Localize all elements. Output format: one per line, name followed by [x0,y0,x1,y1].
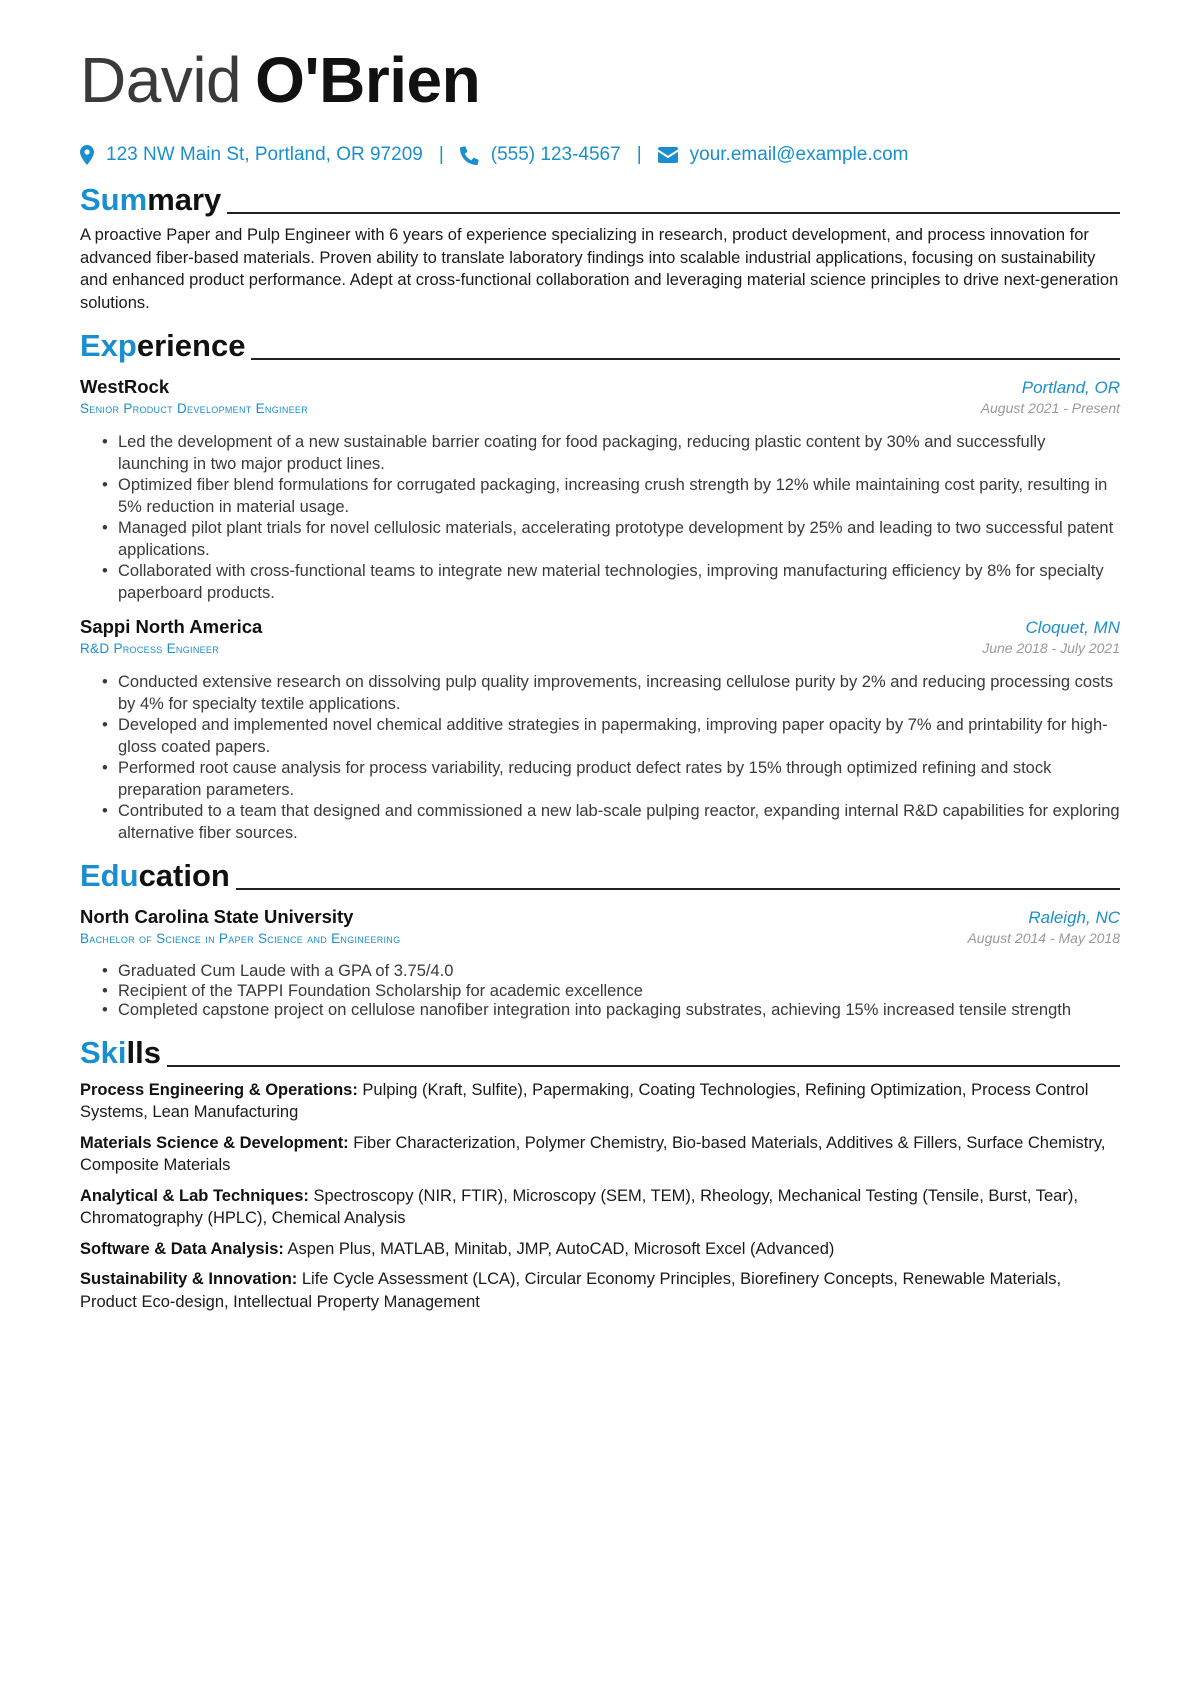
section-rule [251,358,1120,360]
skills-heading [80,1031,1120,1071]
job-dates: August 2021 - Present [980,400,1120,416]
last-name: O'Brien [255,44,481,116]
map-marker-icon [80,145,94,165]
resume-name [80,40,1120,120]
summary-section [80,178,1120,314]
skill-group [80,1132,1120,1177]
first-name: David [80,44,242,116]
list-item: • Completed capstone project on cellulose nanofiber integration into packaging substrates, achieving 15% increased tensile strength [118,1001,1120,1021]
job-title: R&D Process Engineer [80,641,220,656]
section-title: Experience [80,328,246,363]
section-rule [227,212,1120,214]
summary-heading [80,178,1120,218]
job-title: Senior Product Development Engineer [80,401,309,416]
company-name: WestRock [80,376,170,397]
contact-phone [460,144,621,166]
experience-heading [80,324,1120,364]
skill-category: Analytical & Lab Techniques: [80,1186,309,1205]
list-item: • Developed and implemented novel chemical additive strategies in papermaking, improving paper opacity by 7% and printability for high-gloss coated papers. [118,715,1120,758]
list-item: • Recipient of the TAPPI Foundation Scholarship for academic excellence [118,982,1120,1002]
education-entry [80,906,1120,1021]
skill-list: Fiber Characterization, Polymer Chemistry, Bio-based Materials, Additives & Fillers, Surface Chemistry, Composite Materials [80,1133,1106,1174]
section-rule [236,888,1120,890]
achievement-list [80,672,1120,844]
list-item: • Conducted extensive research on dissolving pulp quality improvements, increasing cellulose purity by 2% and reducing processing costs by 4% for specialty textile applications. [118,672,1120,715]
email-link[interactable]: your.email@example.com [689,144,909,165]
education-highlights [80,962,1120,1021]
experience-entry [80,376,1120,604]
phone-text: (555) 123-4567 [490,144,621,165]
list-item: • Contributed to a team that designed and commissioned a new lab-scale pulping reactor, expanding internal R&D capabilities for exploring alternative fiber sources. [118,801,1120,844]
address-text: 123 NW Main St, Portland, OR 97209 [106,144,423,165]
skill-group [80,1185,1120,1230]
skill-list: Pulping (Kraft, Sulfite), Papermaking, Coating Technologies, Refining Optimization, Process Control Systems, Lean Manufacturing [80,1080,1089,1121]
experience-section [80,324,1120,844]
achievement-list [80,432,1120,604]
list-item: • Performed root cause analysis for process variability, reducing product defect rates by 15% through optimized refining and stock preparation parameters. [118,758,1120,801]
contact-address [80,144,423,166]
skills-section [80,1031,1120,1314]
school-name: North Carolina State University [80,906,354,927]
education-heading [80,854,1120,894]
summary-text: A proactive Paper and Pulp Engineer with 6 years of experience specializing in research, product development, and process innovation for advanced fiber-based materials. Proven ability to translate laboratory findings into scalable industrial applications, focusing on sustainability and enhanced product performance. Adept at cross-functional collaboration and leveraging material science principles to drive next-generation solutions. [80,226,1119,312]
list-item: • Collaborated with cross-functional teams to integrate new material technologies, improving manufacturing efficiency by 8% for specialty paperboard products. [118,561,1120,604]
skill-list: Aspen Plus, MATLAB, Minitab, JMP, AutoCAD, Microsoft Excel (Advanced) [283,1239,835,1258]
company-name: Sappi North America [80,616,263,637]
job-location: Portland, OR [1021,378,1120,397]
education-dates: August 2014 - May 2018 [967,930,1120,946]
list-item: • Managed pilot plant trials for novel cellulosic materials, accelerating prototype development by 25% and leading to two successful patent applications. [118,518,1120,561]
skill-list: Spectroscopy (NIR, FTIR), Microscopy (SEM, TEM), Rheology, Mechanical Testing (Tensile, Burst, Tear), Chromatography (HPLC), Chemical Analysis [80,1186,1078,1227]
envelope-icon [658,147,678,163]
job-location: Cloquet, MN [1025,618,1120,637]
section-title: Education [80,858,230,893]
skill-group [80,1268,1120,1313]
school-location: Raleigh, NC [1028,908,1120,927]
contact-line [80,142,1120,168]
list-item: • Led the development of a new sustainable barrier coating for food packaging, reducing plastic content by 30% and successfully launching in two major product lines. [118,432,1120,475]
resume-page [80,40,1120,1313]
skill-list: Life Cycle Assessment (LCA), Circular Economy Principles, Biorefinery Concepts, Renewable Materials, Product Eco-design, Intellectual Property Management [80,1270,1062,1311]
contact-separator: | [438,144,444,165]
skill-category: Sustainability & Innovation: [80,1270,298,1288]
phone-icon [460,146,479,165]
list-item: • Graduated Cum Laude with a GPA of 3.75/4.0 [118,962,1120,982]
job-dates: June 2018 - July 2021 [982,640,1120,656]
experience-entry [80,616,1120,844]
skill-category: Software & Data Analysis: [80,1239,284,1258]
education-section [80,854,1120,1021]
degree-title: Bachelor of Science in Paper Science and Engineering [80,931,401,946]
section-rule [167,1065,1120,1067]
contact-separator: | [636,144,642,165]
skill-category: Process Engineering & Operations: [80,1080,358,1099]
skill-group [80,1238,1120,1261]
contact-email[interactable] [658,144,909,166]
section-title: Skills [80,1034,161,1070]
skill-group [80,1079,1120,1124]
section-title: Summary [80,182,222,217]
list-item: • Optimized fiber blend formulations for corrugated packaging, increasing crush strength by 12% while maintaining cost parity, resulting in 5% reduction in material usage. [118,475,1120,518]
skill-category: Materials Science & Development: [80,1133,349,1152]
